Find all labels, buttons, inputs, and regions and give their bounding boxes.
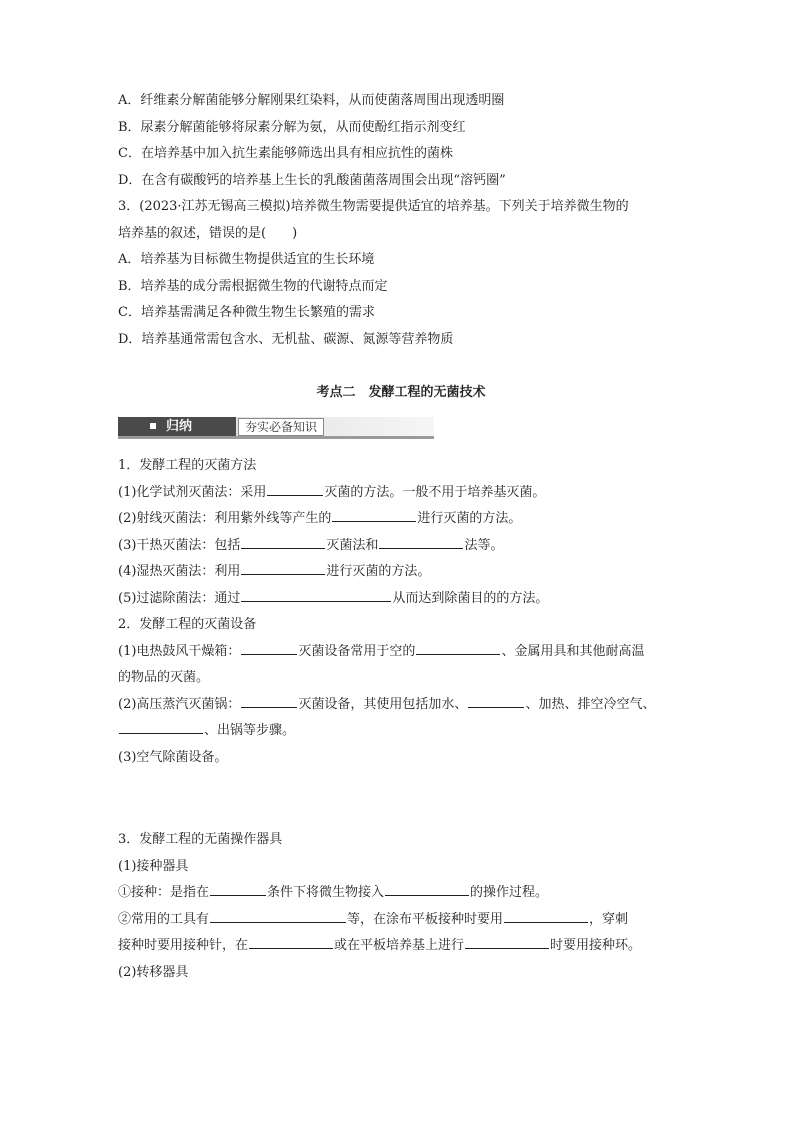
inoculation-tools-line-1: ②常用的工具有 等，在涂布平板接种时要用 ，穿刺 [118, 907, 684, 934]
blank [379, 534, 463, 549]
inoculation-tools-line-2: 接种时要用接种针，在 或在平板培养基上进行 时要用接种环。 [118, 933, 684, 960]
q3-option-b: B．培养基的成分需根据微生物的代谢特点而定 [118, 278, 388, 294]
method-chemical: (1)化学试剂灭菌法：采用 灭菌的方法。一般不用于培养基灭菌。 [118, 480, 684, 507]
method-dry-heat: (3)干热灭菌法：包括 灭菌法和 法等。 [118, 533, 684, 560]
method-radiation: (2)射线灭菌法：利用紫外线等产生的 进行灭菌的方法。 [118, 506, 684, 533]
q2-option-c: C．在培养基中加入抗生素能够筛选出具有相应抗性的菌株 [118, 146, 453, 161]
q3-option-d: D．培养基通常需包含水、无机盐、碳源、氮源等营养物质 [118, 331, 454, 347]
blank [241, 587, 391, 602]
q2-option-b: B．尿素分解菌能够将尿素分解为氨，从而使酚红指示剂变红 [118, 119, 466, 135]
blank [119, 719, 203, 734]
blank [465, 934, 549, 949]
blank [385, 881, 469, 896]
q3-stem-line-2: 培养基的叙述，错误的是( ) [118, 225, 298, 241]
heading-sterilization-equipment: 2．发酵工程的灭菌设备 [118, 617, 257, 632]
q3-option-a: A．培养基为目标微生物提供适宜的生长环境 [118, 252, 375, 267]
heading-sterilization-methods: 1．发酵工程的灭菌方法 [118, 458, 257, 473]
document-page [118, 88, 684, 986]
equipment-autoclave-cont: 、出锅等步骤。 [118, 718, 684, 745]
subheading-transfer-tools: (2)转移器具 [118, 964, 189, 980]
q3-option-c: C．培养基需满足各种微生物生长繁殖的需求 [118, 305, 375, 320]
section-title: 考点二 发酵工程的无菌技术 [316, 385, 486, 400]
subheading-inoculation-tools: (1)接种器具 [118, 858, 189, 874]
equipment-autoclave: (2)高压蒸汽灭菌锅： 灭菌设备，其使用包括加水、 、加热、排空冷空气、 [118, 692, 684, 719]
method-filtration: (5)过滤除菌法：通过 从而达到除菌目的的方法。 [118, 586, 684, 613]
equipment-drying-oven: (1)电热鼓风干燥箱： 灭菌设备常用于空的 、金属用具和其他耐高温 [118, 639, 684, 666]
blank [249, 934, 333, 949]
banner-subtitle: 夯实必备知识 [238, 418, 324, 436]
heading-aseptic-tools: 3．发酵工程的无菌操作器具 [118, 832, 283, 847]
banner-tag: 归纳 [166, 419, 193, 434]
equipment-air-filter: (3)空气除菌设备。 [118, 749, 228, 765]
blank [468, 693, 524, 708]
q2-option-a: A．纤维素分解菌能够分解刚果红染料，从而使菌落周围出现透明圈 [118, 93, 505, 108]
equipment-drying-oven-cont: 的物品的灭菌。 [118, 670, 210, 685]
blank [241, 640, 297, 655]
inoculation-definition: ①接种：是指在 条件下将微生物接入 的操作过程。 [118, 880, 684, 907]
blank [210, 908, 346, 923]
blank [332, 507, 416, 522]
blank [241, 560, 325, 575]
q2-option-d: D．在含有碳酸钙的培养基上生长的乳酸菌菌落周围会出现“溶钙圈” [118, 172, 506, 188]
method-moist-heat: (4)湿热灭菌法：利用 进行灭菌的方法。 [118, 559, 684, 586]
blank [416, 640, 500, 655]
blank [241, 693, 297, 708]
blank [267, 481, 323, 496]
q3-stem-line-1: 3．(2023·江苏无锡高三模拟)培养微生物需要提供适宜的培养基。下列关于培养微生物的 [118, 199, 629, 214]
blank [241, 534, 325, 549]
blank [210, 881, 266, 896]
summary-banner [118, 417, 434, 439]
square-bullet-icon [150, 423, 156, 429]
banner-tag-box [118, 417, 236, 436]
blank [504, 908, 588, 923]
